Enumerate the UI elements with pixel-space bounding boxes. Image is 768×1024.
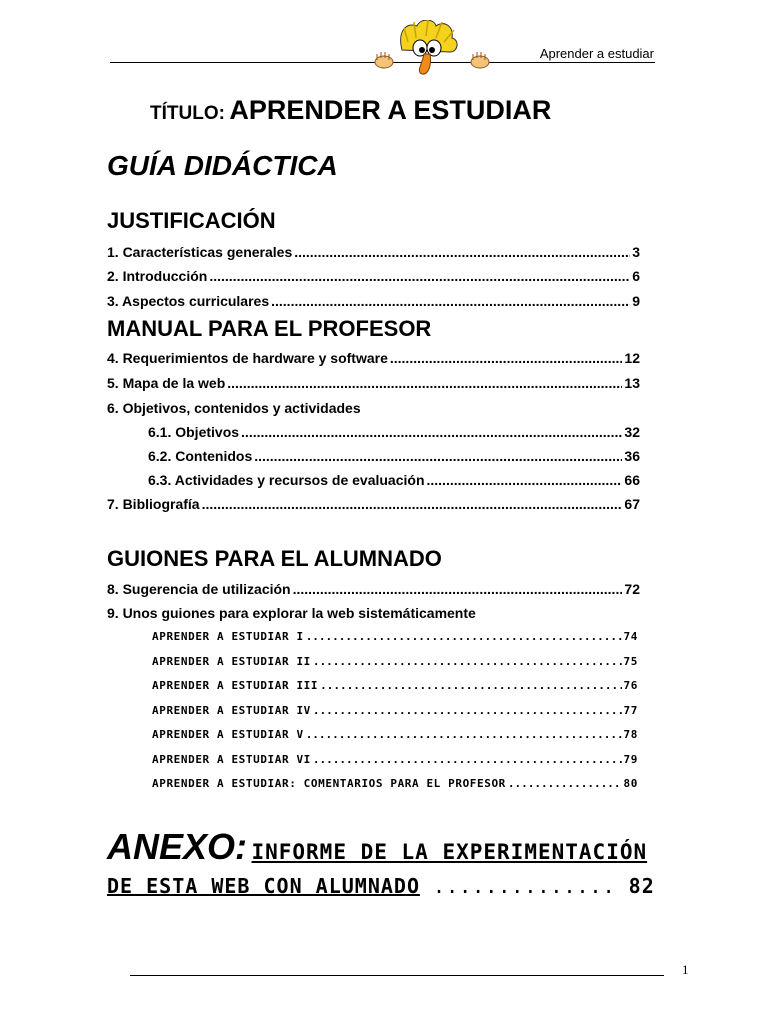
toc-guion-entry: APRENDER A ESTUDIAR II ..... 75 [152,655,638,668]
toc-entry: 5. Mapa de la web ..... 13 [107,375,640,391]
toc-guion-entry: APRENDER A ESTUDIAR V ..... 78 [152,728,638,741]
section-heading-justificacion: JUSTIFICACIÓN [107,208,276,233]
toc-guion-entry: APRENDER A ESTUDIAR VI ..... 79 [152,753,638,766]
footer-rule [130,975,664,976]
toc-subentry: 6.2. Contenidos ..... 36 [148,448,640,464]
mascot-icon [372,20,492,76]
toc-guion-entry: APRENDER A ESTUDIAR: COMENTARIOS PARA EL PROFESOR ..... 80 [152,777,638,790]
toc-guion-entry: APRENDER A ESTUDIAR IV ..... 77 [152,704,638,717]
anexo-leader: .............. [433,874,616,898]
toc-entry: 3. Aspectos curriculares ..... 9 [107,293,640,309]
toc-subentry: 6.3. Actividades y recursos de evaluación ..... 66 [148,472,640,488]
toc-entry: 9. Unos guiones para explorar la web sistemáticamente [107,605,476,621]
anexo-label: ANEXO: [107,826,248,867]
anexo-line-1 [107,826,647,868]
anexo-title-part2: DE ESTA WEB CON ALUMNADO [107,874,420,898]
section-heading-guiones: GUIONES PARA EL ALUMNADO [107,546,442,571]
anexo-page: 82 [628,874,655,898]
section-heading-manual: MANUAL PARA EL PROFESOR [107,316,432,341]
toc-entry: 4. Requerimientos de hardware y software ..... 12 [107,350,640,366]
running-header: Aprender a estudiar [539,46,654,61]
toc-subentry: 6.1. Objetivos ..... 32 [148,424,640,440]
toc-entry: 7. Bibliografía ..... 67 [107,496,640,512]
toc-entry: 6. Objetivos, contenidos y actividades [107,400,361,416]
toc-guion-entry: APRENDER A ESTUDIAR I ..... 74 [152,630,638,643]
title-value: APRENDER A ESTUDIAR [229,95,552,125]
anexo-line-2 [107,874,655,898]
title-label: TÍTULO: [150,103,225,124]
anexo-title-part1: INFORME DE LA EXPERIMENTACIÓN [251,840,648,864]
toc-entry: 2. Introducción ..... 6 [107,268,640,284]
toc-entry: 8. Sugerencia de utilización ..... 72 [107,581,640,597]
toc-guion-entry: APRENDER A ESTUDIAR III ..... 76 [152,679,638,692]
page-number: 1 [682,962,689,977]
toc-entry: 1. Características generales ..... 3 [107,244,640,260]
guide-heading: GUÍA DIDÁCTICA [107,150,338,181]
document-title [150,95,551,126]
